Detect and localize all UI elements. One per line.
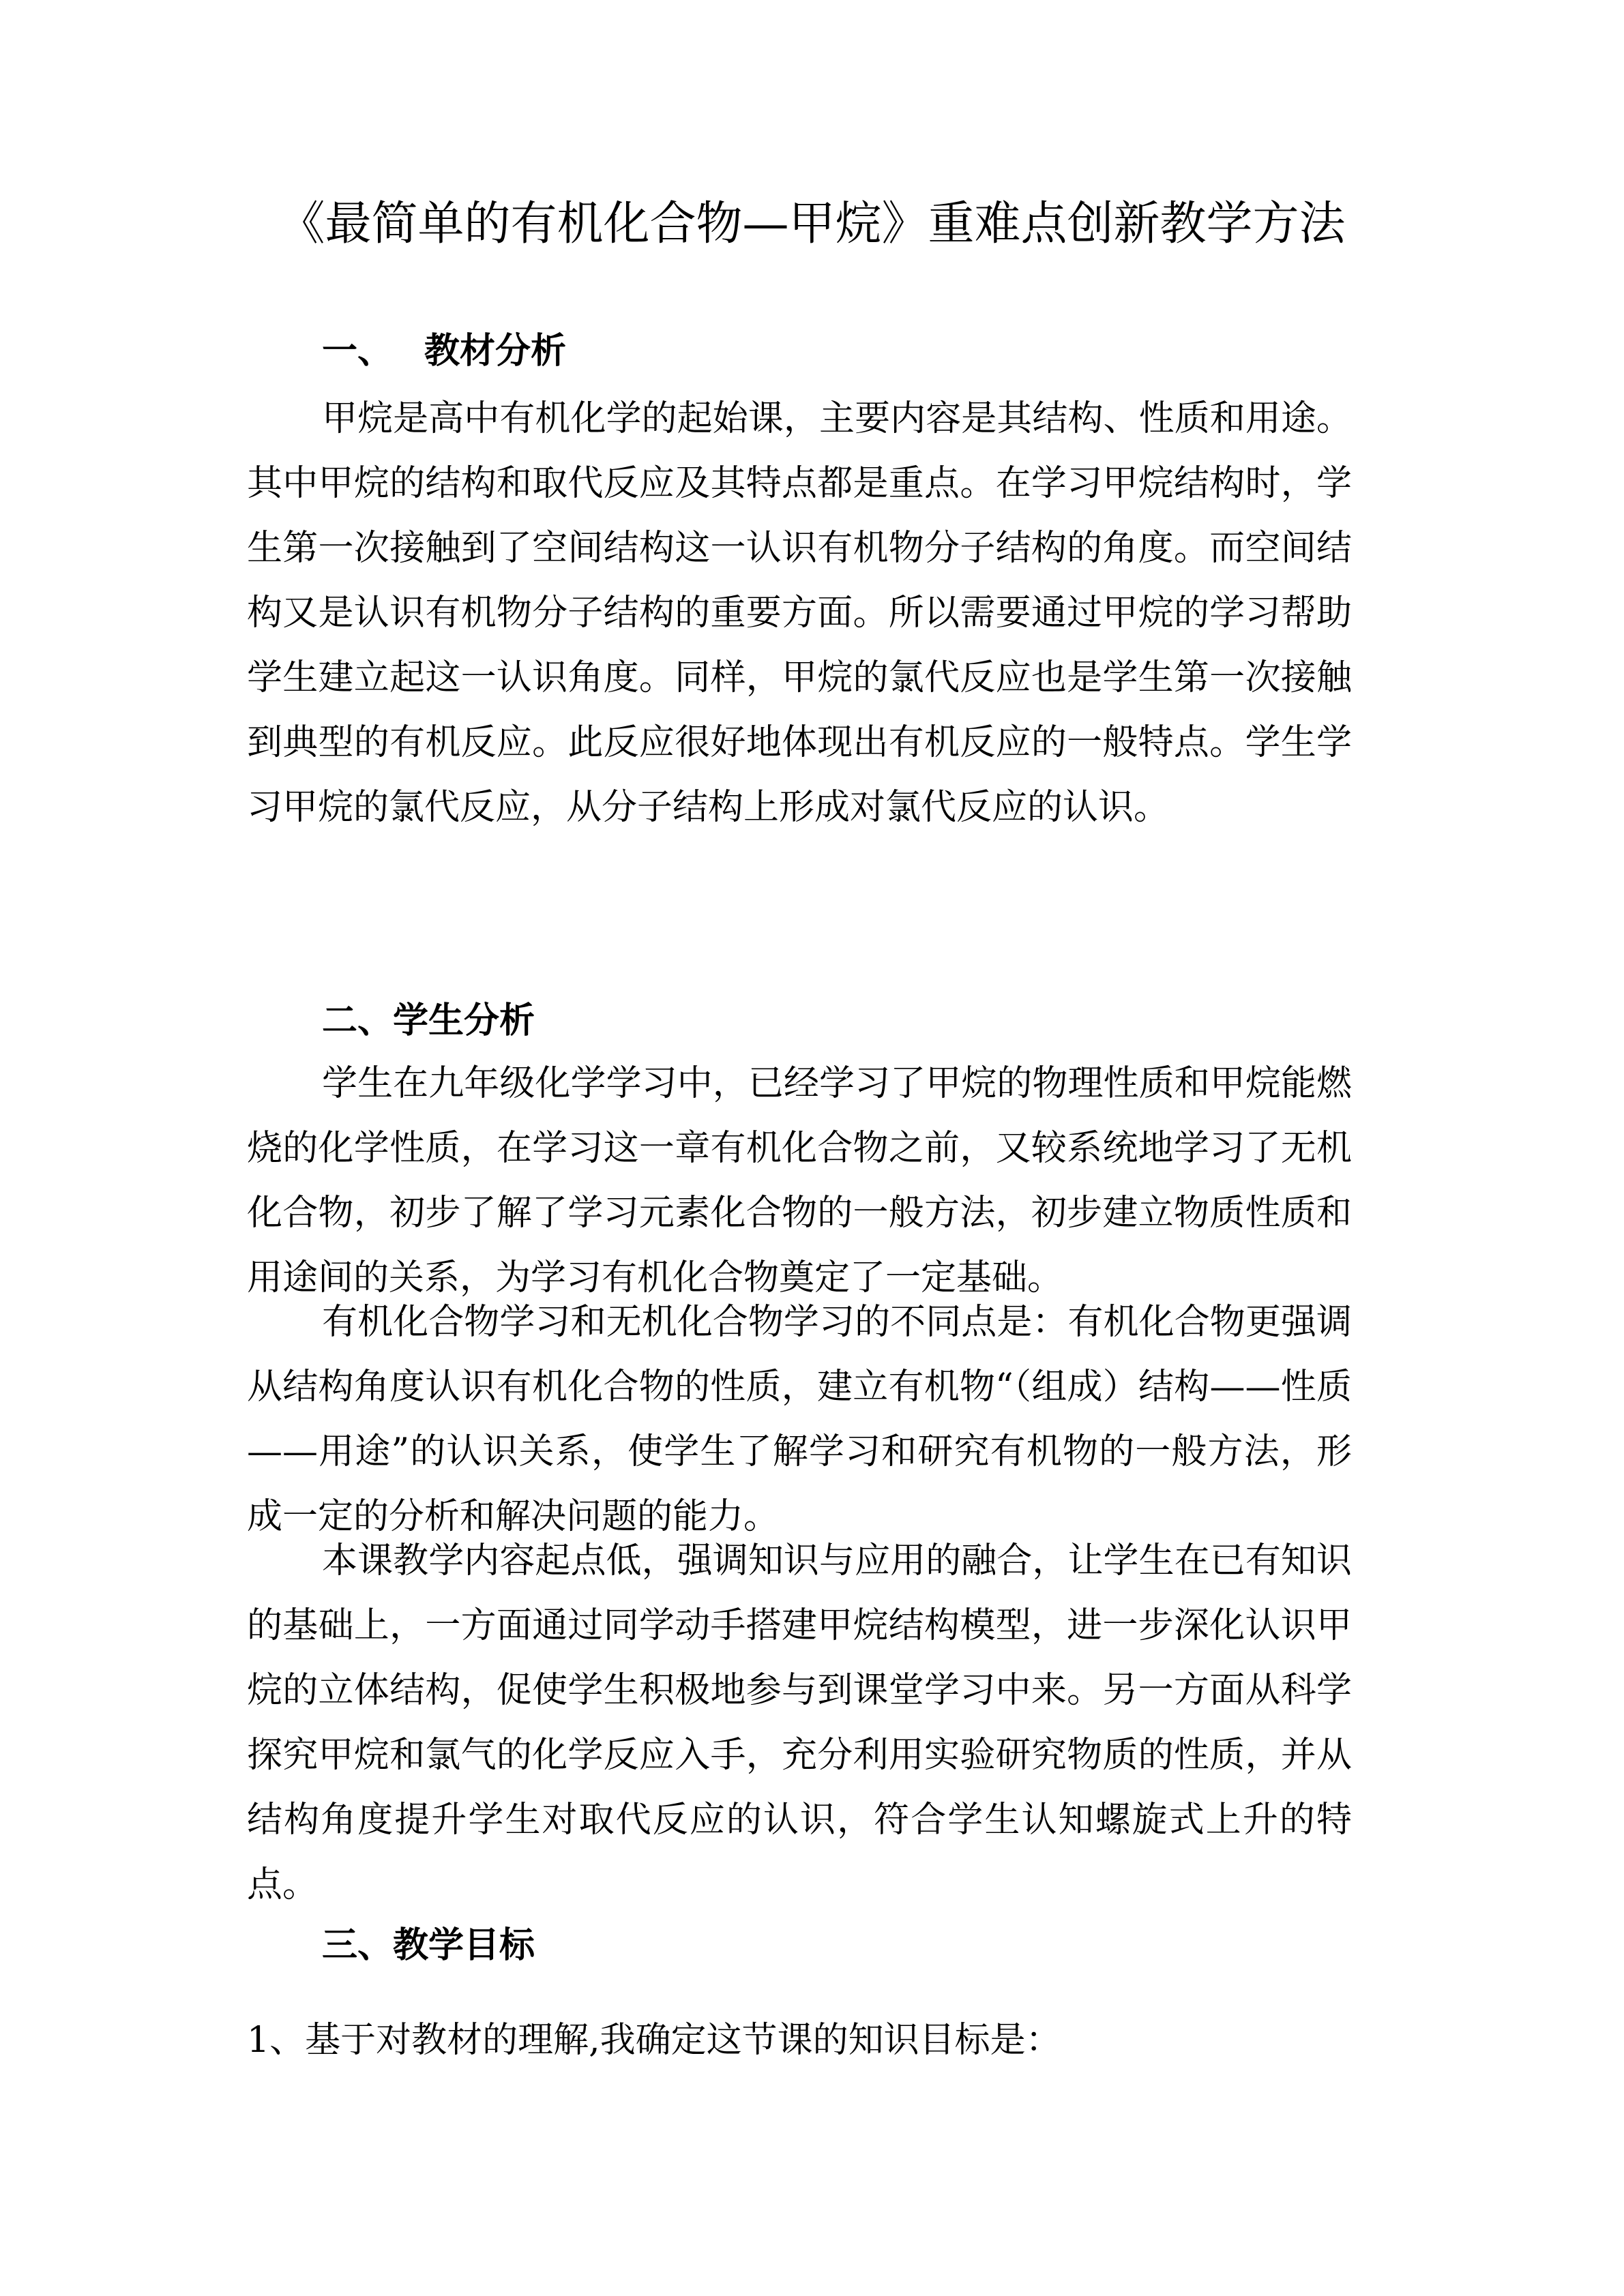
section-heading-student-analysis: 二、学生分析 xyxy=(322,1000,535,1041)
section-heading-text: 教材分析 xyxy=(424,330,567,372)
paragraph-textbook-analysis: 甲烷是高中有机化学的起始课，主要内容是其结构、性质和用途。其中甲烷的结构和取代反应及其特点都是重点。在学习甲烷结构时，学生第一次接触到了空间结构这一认识有机物分子结构的角度。而空间结构又是认识有机物分子结构的重要方面。所以需要通过甲烷的学习帮助学生建立起这一认识角度。同样，甲烷的氯代反应也是学生第一次接触到典型的有机反应。此反应很好地体现出有机反应的一般特点。学生学习甲烷的氯代反应，从分子结构上形成对氯代反应的认识。 xyxy=(247,398,1352,828)
section-number: 一、 xyxy=(322,330,394,372)
document-title: 《最简单的有机化合物—甲烷》重难点创新教学方法 xyxy=(278,197,1346,251)
paragraph-student-analysis-3: 本课教学内容起点低，强调知识与应用的融合，让学生在已有知识的基础上，一方面通过同学动手搭建甲烷结构模型，进一步深化认识甲烷的立体结构，促使学生积极地参与到课堂学习中来。另一方面从科学探究甲烷和氯气的化学反应入手，充分利用实验研究物质的性质，并从结构角度提升学生对取代反应的认识，符合学生认知螺旋式上升的特点。 xyxy=(247,1540,1352,1905)
paragraph-student-analysis-2: 有机化合物学习和无机化合物学习的不同点是：有机化合物更强调从结构角度认识有机化合物的性质，建立有机物“（组成）结构——性质——用途”的认识关系，使学生了解学习和研究有机物的一般方法，形成一定的分析和解决问题的能力。 xyxy=(247,1302,1352,1537)
paragraph-student-analysis-1: 学生在九年级化学学习中，已经学习了甲烷的物理性质和甲烷能燃烧的化学性质，在学习这一章有机化合物之前，又较系统地学习了无机化合物，初步了解了学习元素化合物的一般方法，初步建立物质性质和用途间的关系，为学习有机化合物奠定了一定基础。 xyxy=(247,1063,1352,1298)
section-heading-textbook-analysis xyxy=(322,327,566,375)
knowledge-goal-intro: 1、基于对教材的理解,我确定这节课的知识目标是： xyxy=(247,2020,1061,2061)
section-heading-teaching-goals: 三、教学目标 xyxy=(322,1924,535,1966)
